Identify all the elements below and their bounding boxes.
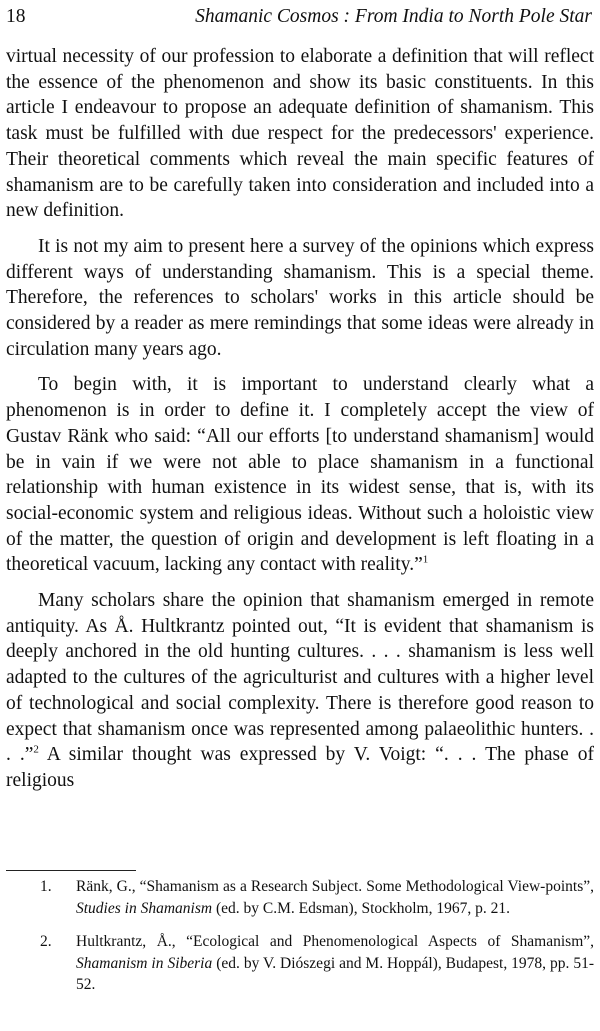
- footnote-separator: [6, 870, 136, 871]
- footnote-2: [40, 931, 594, 996]
- paragraph-definition: [6, 372, 594, 578]
- paragraph-continued: virtual necessity of our profession to elaborate a definition that will reflect the essence of the phenomenon and show its basic constituents. In this article I endeavour to propose an adequate definition of shamanism. This task must be fulfilled with due respect for the predecessors' experience. Their theoretical comments which reveal the main specific features of shamanism are to be carefully taken into consideration and included into a new definition.: [6, 46, 594, 222]
- paragraph-antiquity: [6, 588, 594, 794]
- paragraph-survey: It is not my aim to present here a survey of the opinions which express different ways of understanding shamanism. This is a special theme. Therefore, the references to scholars' works in this article should be considered by a reader as mere remindings that some ideas were already in circulation many years ago.: [6, 235, 594, 360]
- footnote-book-title: Shamanism in Siberia: [76, 954, 213, 972]
- footnote-text: Ränk, G., “Shamanism as a Research Subject. Some Methodological View-points”,: [76, 878, 594, 895]
- running-head: [6, 2, 592, 32]
- paragraph-definition-text: To begin with, it is important to understand clearly what a phenomenon is in order to define it. I completely accept the view of Gustav Ränk who said: “All our efforts [to understand shamanism] would be in vain if we were not able to place shamanism in a functional relationship with human existence in its widest sense, that is, with its social-economic system and religious ideas. Without such a holoistic view of the matter, the question of origin and development is left floating in a theoretical vacuum, lacking any contact with reality.”: [6, 374, 594, 576]
- page-number: 18: [6, 6, 26, 27]
- body-text: [6, 44, 594, 804]
- footnote-reference-1[interactable]: 1: [422, 553, 429, 566]
- footnote-text-end: (ed. by C.M. Edsman), Stockholm, 1967, p. 21.: [212, 899, 510, 917]
- running-title: Shamanic Cosmos : From India to North Pole Star: [195, 6, 592, 27]
- footnote-text-end: (ed. by V. Diószegi and M. Hoppál), Budapest, 1978, pp. 51-52.: [76, 954, 595, 993]
- footnote-number: 1.: [40, 878, 52, 895]
- paragraph-antiquity-tail: A similar thought was expressed by V. Voigt: “. . . The phase of religious: [6, 744, 594, 791]
- footnote-text: Hultkrantz, Å., “Ecological and Phenomenological Aspects of Shamanism”,: [76, 933, 594, 950]
- footnote-reference-2[interactable]: 2: [33, 743, 39, 756]
- footnote-book-title: Studies in Shamanism: [76, 899, 213, 917]
- footnote-1: [40, 876, 594, 919]
- footnotes: [40, 876, 594, 1008]
- footnote-number: 2.: [40, 933, 52, 950]
- paragraph-antiquity-text: Many scholars share the opinion that shamanism emerged in remote antiquity. As Å. Hultkrantz pointed out, “It is evident that shamanism is deeply anchored in the old hunting cultures. . . . shamanism is less well adapted to the cultures of the agriculturist and cultures with a higher level of technological and social complexity. There is therefore good reason to expect that shamanism once was represented among palaeolithic hunters. . . .”: [6, 590, 594, 766]
